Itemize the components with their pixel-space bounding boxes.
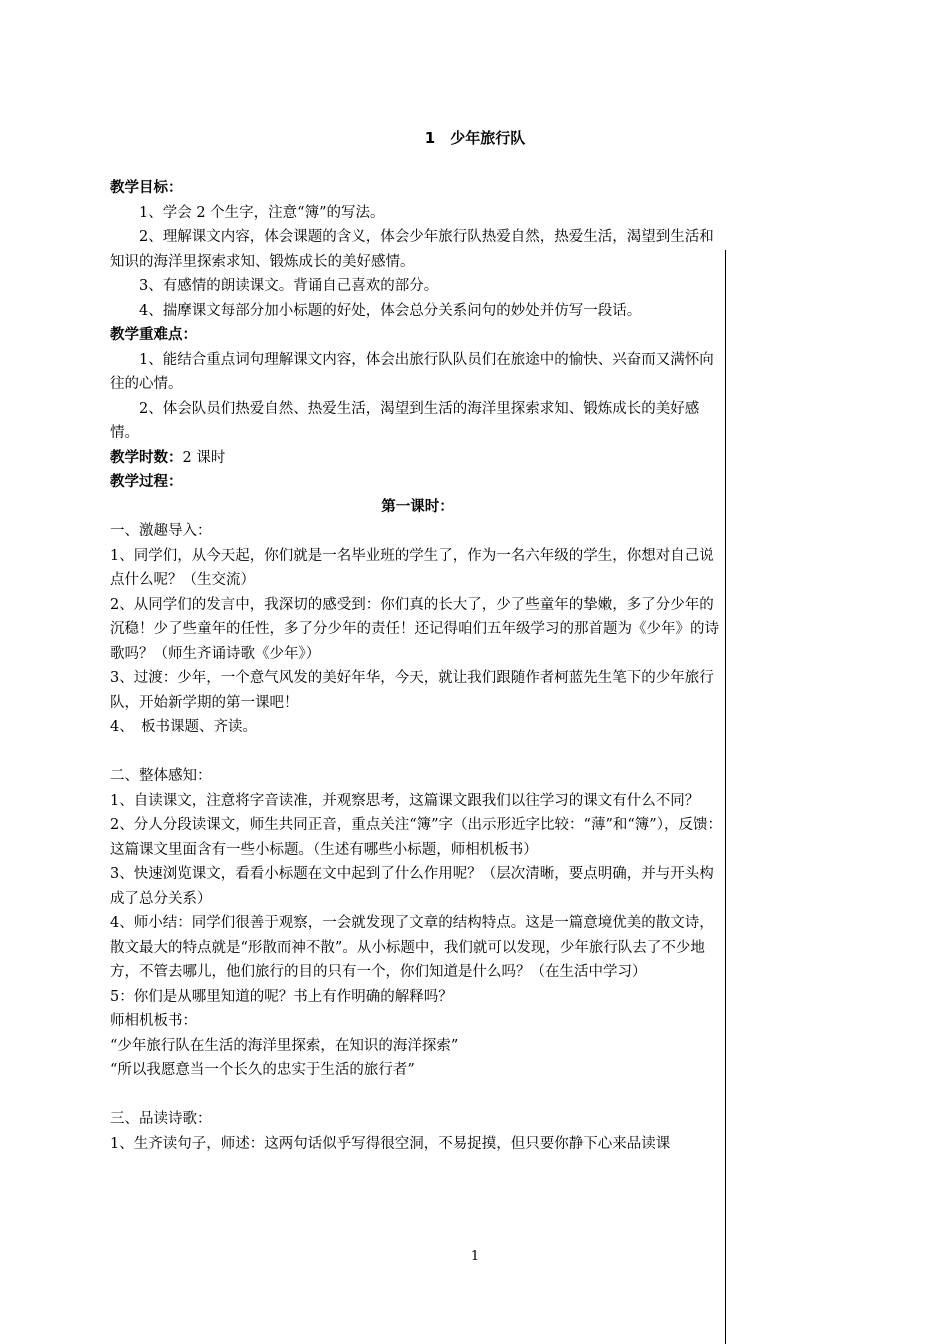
lesson-title: 1 少年旅行队 — [424, 129, 526, 147]
section2-item: 2、分人分段读课文，师生共同正音，重点关注“簿”字（出示形近字比较：“薄”和“簿”），反馈：这篇课文里面含有一些小标题。（生述有哪些小标题，师相机板书） — [110, 817, 722, 858]
document-body — [110, 176, 725, 1156]
section2-item: 1、自读课文，注意将字音读准，并观察思考，这篇课文跟我们以往学习的课文有什么不同？ — [110, 792, 700, 809]
section3-item: 1、生齐读句子，师述：这两句话似乎写得很空洞，不易捉摸，但只要你静下心来品读课 — [110, 1135, 671, 1152]
goal-item: 1、学会 2 个生字，注意“簿”的写法。 — [139, 204, 385, 221]
goal-item: 3、有感情的朗读课文。背诵自己喜欢的部分。 — [139, 278, 439, 294]
keypoint-item: 1、能结合重点词句理解课文内容，体会出旅行队队员们在旅途中的愉快、兴奋而又满怀向往的心情。 — [110, 351, 714, 392]
board-quote: “少年旅行队在生活的海洋里探索，在知识的海洋探索” — [110, 1037, 459, 1054]
section3-title: 三、品读诗歌： — [110, 1111, 212, 1127]
section2-item: 3、快速浏览课文，看看小标题在文中起到了什么作用呢？（层次清晰，要点明确，并与开头构成了总分关系） — [110, 866, 714, 907]
section2-item: 4、师小结：同学们很善于观察，一会就发现了文章的结构特点。这是一篇意境优美的散文诗，散文最大的特点就是“形散而神不散”。从小标题中，我们就可以发现，少年旅行队去了不少地方，不管去哪儿，他们旅行的目的只有一个，你们知道是什么吗？（在生活中学习） — [110, 915, 714, 980]
process-heading: 教学过程： — [110, 474, 183, 490]
section2-item: 5：你们是从哪里知道的呢？书上有作明确的解释吗？ — [110, 988, 453, 1005]
lesson-heading: 第一课时： — [381, 498, 454, 515]
goal-item: 2、理解课文内容，体会课题的含义，体会少年旅行队热爱自然，热爱生活，渴望到生活和知识的海洋里探索求知、锻炼成长的美好感情。 — [110, 229, 714, 270]
keypoints-heading: 教学重难点： — [110, 327, 197, 343]
margin-line — [725, 250, 726, 1344]
blank-line — [110, 1083, 725, 1108]
board-quote: “所以我愿意当一个长久的忠实于生活的旅行者” — [110, 1062, 415, 1078]
goals-heading: 教学目标： — [110, 180, 183, 196]
section2-item: 师相机板书： — [110, 1013, 197, 1029]
section1-item: 1、同学们，从今天起，你们就是一名毕业班的学生了，作为一名六年级的学生，你想对自己说点什么呢？（生交流） — [110, 547, 714, 588]
section1-item: 4、 板书课题、齐读。 — [110, 719, 257, 735]
hours-line — [110, 446, 725, 471]
section1-item: 2、从同学们的发言中，我深切的感受到：你们真的长大了，少了些童年的挚嫩，多了分少年的沉稳！少了些童年的任性，多了分少年的责任！还记得咱们五年级学习的那首题为《少年》的诗歌吗？（师生齐诵诗歌《少年》） — [110, 596, 719, 662]
page-number: 1 — [470, 1249, 480, 1264]
hours-label: 教学时数： — [110, 449, 183, 466]
goal-item: 4、揣摩课文每部分加小标题的好处，体会总分关系问句的妙处并仿写一段话。 — [139, 302, 642, 319]
blank-line — [110, 740, 725, 765]
hours-value: 2 课时 — [182, 449, 226, 466]
section2-title: 二、整体感知： — [110, 768, 212, 784]
section1-item: 3、过渡：少年，一个意气风发的美好年华，今天，就让我们跟随作者柯蓝先生笔下的少年旅行队，开始新学期的第一课吧！ — [110, 670, 714, 711]
keypoint-item: 2、体会队员们热爱自然、热爱生活，渴望到生活的海洋里探索求知、锻炼成长的美好感情。 — [110, 400, 700, 441]
section1-title: 一、激趣导入： — [110, 523, 212, 539]
